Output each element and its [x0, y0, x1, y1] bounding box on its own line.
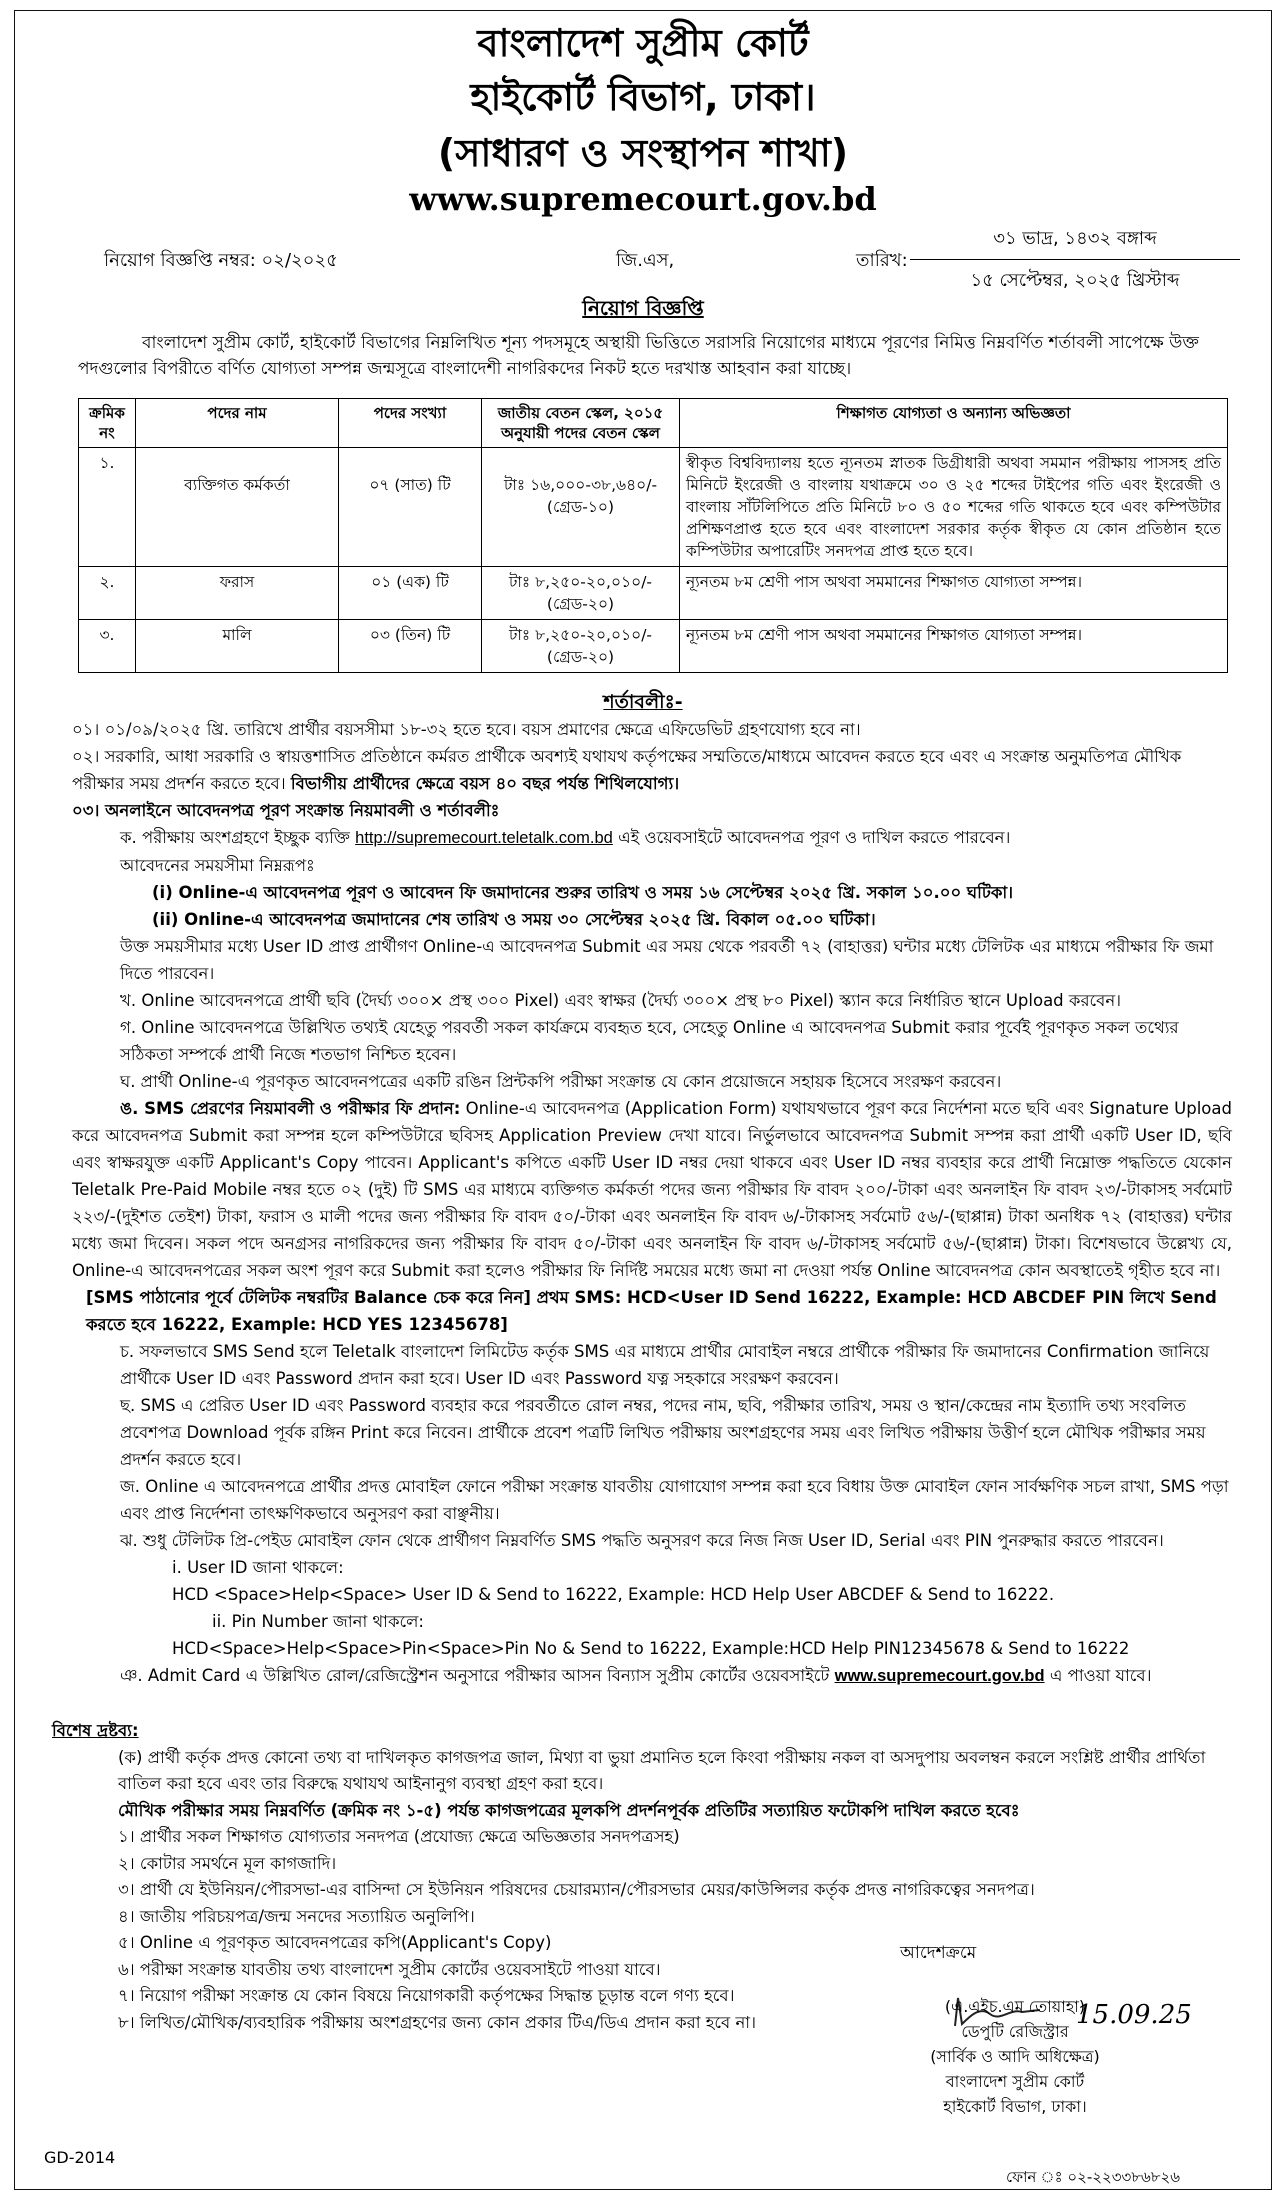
cell-qualification: ন্যূনতম ৮ম শ্রেণী পাস অথবা সমমানের শিক্ষাগত যোগ্যতা সম্পন্ন। — [680, 620, 1228, 673]
table-header-row — [79, 399, 1228, 448]
cell-qualification: ন্যূনতম ৮ম শ্রেণী পাস অথবা সমমানের শিক্ষাগত যোগ্যতা সম্পন্ন। — [680, 567, 1228, 620]
clause-uma — [72, 1095, 1232, 1284]
posts-table — [78, 398, 1228, 673]
cell-pay-scale — [482, 448, 680, 567]
cell-serial: ২. — [79, 567, 136, 620]
header-court-name: বাংলাদেশ সুপ্রীম কোর্ট — [477, 21, 809, 65]
signatory-court: বাংলাদেশ সুপ্রীম কোর্ট — [945, 2072, 1085, 2091]
table-row — [79, 620, 1228, 673]
cell-post-name: মালি — [136, 620, 339, 673]
clause-ga: গ. Online আবেদনপত্রে উল্লিখিত তথ্যই যেহেতু পরবর্তী সকল কার্যক্রমে ব্যবহৃত হবে, সেহেতু Online এ আবেদনপত্র Submit করার পূর্বেই পূরণকৃত সকল তথ্যের সঠিকতা সম্পর্কে প্রার্থী নিজে শতভাগ নিশ্চিত হবেন। — [120, 1018, 1179, 1064]
clause-ka-pre: ক. পরীক্ষায় অংশগ্রহণে ইচ্ছুক ব্যক্তি — [120, 828, 350, 847]
clause-uma-body: Online-এ আবেদনপত্র (Application Form) যথাযথভাবে পূরণ করে নির্দেশনা মতে ছবি এবং Signature Upload করে আবেদনপত্র Submit করা সম্পন্ন হলে কম্পিউটারে ছবিসহ Application Preview দেখা যাবে। নির্ভুলভাবে আবেদনপত্র Submit সম্পন্ন করা প্রার্থী একটি User ID, ছবি এবং স্বাক্ষরযুক্ত একটি Applicant's Copy পাবেন। Applicant's কপিতে একটি User ID নম্বর দেয়া থাকবে এবং User ID নম্বর ব্যবহার করে প্রার্থী নিম্নোক্ত পদ্ধতিতে যেকোন Teletalk Pre-Paid Mobile নম্বর হতে ০২ (দুই) টি SMS এর মাধ্যমে ব্যক্তিগত কর্মকর্তা পদের জন্য পরীক্ষার ফি বাবদ ২০০/-টাকা এবং অনলাইন ফি বাবদ ২৩/-টাকাসহ সর্বমোট ২২৩/-(দুইশত তেইশ) টাকা, ফরাস ও মালী পদের জন্য পরীক্ষার ফি বাবদ ৫০/-টাকা এবং অনলাইন ফি বাবদ ৬/-টাকাসহ সর্বমোট ৫৬/-(ছাপ্পান্ন) টাকা অনধিক ৭২ (বাহাত্তর) ঘন্টার মধ্যে জমা দিবেন। সকল পদে অনগ্রসর নাগরিকদের জন্য পরীক্ষার ফি বাবদ ৫০/-টাকা এবং অনলাইন ফি বাবদ ৬/-টাকাসহ সর্বমোট ৫৬/-(ছাপ্পান্ন) টাকা। — [72, 1099, 1232, 1253]
header-post-name: পদের নাম — [136, 399, 339, 448]
gs-label: জি.এস, — [616, 250, 675, 271]
clause-uma-heading: ঙ. SMS প্রেরণের নিয়মাবলী ও পরীক্ষার ফি প্রদান: — [120, 1099, 461, 1118]
header-serial: ক্রমিক নং — [79, 399, 136, 448]
clause-nya — [72, 1662, 1232, 1690]
header-division: হাইকোর্ট বিভাগ, ঢাকা। — [470, 75, 816, 119]
signatory-division: (সার্বিক ও আদি অধিক্ষেত্র) — [930, 2047, 1100, 2066]
clause-ka-post: এই ওয়েবসাইটে আবেদনপত্র পূরণ ও দাখিল করতে পারবেন। — [618, 828, 1011, 847]
clause-uma-note: বিশেষভাবে উল্লেখ্য যে, Online-এ আবেদনপত্রের সকল অংশ পূরণ করে Submit করা হলেও পরীক্ষার ফি নির্দিষ্ট সময়ের মধ্যে জমা না দেওয়া পর্যন্ত Online আবেদনপত্র কোন অবস্থাতেই গৃহীত হবে না। — [72, 1234, 1232, 1280]
deadline-title: আবেদনের সময়সীমা নিম্নরূপঃ — [120, 856, 315, 875]
sms-format-note: [SMS পাঠানোর পূর্বে টেলিটক নম্বরটির Balance চেক করে নিন] প্রথম SMS: HCD<User ID Send 16222, Example: HCD ABCDEF PIN লিখে Send করতে হবে 16222, Example: HCD YES 12345678] — [86, 1288, 1217, 1334]
pay-scale-amount: টাঃ ১৬,০০০-৩৮,৬৪০/- — [503, 476, 658, 494]
cell-post-count: ০৩ (তিন) টি — [339, 620, 482, 673]
cell-serial: ১. — [79, 448, 136, 567]
clause-nya-pre: ঞ. Admit Card এ উল্লিখিত রোল/রেজিস্ট্রেশন অনুসারে পরীক্ষার আসন বিন্যাস সুপ্রীম কোর্টের ওয়েবসাইটে — [120, 1666, 830, 1685]
pay-scale-grade: (গ্রেড-২০) — [546, 595, 615, 613]
list-item: ২। কোটার সমর্থনে মূল কাগজাদি। — [118, 1853, 337, 1873]
cell-post-count: ০১ (এক) টি — [339, 567, 482, 620]
cell-post-name: ফরাস — [136, 567, 339, 620]
pay-scale-grade: (গ্রেড-২০) — [546, 648, 615, 666]
cell-pay-scale — [482, 620, 680, 673]
notice-number: নিয়োগ বিজ্ঞপ্তি নম্বর: ০২/২০২৫ — [104, 250, 338, 271]
clause-cha: চ. সফলভাবে SMS Send হলে Teletalk বাংলাদেশ লিমিটেড কর্তৃক SMS এর মাধ্যমে প্রার্থীর মোবাইল নম্বরে প্রার্থীকে পরীক্ষার ফি জমাদানের Confirmation জানিয়ে প্রার্থীকে User ID এবং Password প্রদান করা হবে। User ID এবং Password যত্ন সহকারে সংরক্ষণ করবেন। — [120, 1342, 1210, 1388]
clause-chha: ছ. SMS এ প্রেরিত User ID এবং Password ব্যবহার করে পরবর্তীতে রোল নম্বর, পদের নাম, ছবি, পরীক্ষার তারিখ, সময় ও স্থান/কেন্দ্রের নাম ইত্যাদি তথ্য সংবলিত প্রবেশপত্র Download পূর্বক রঙ্গিন Print করে নিবেন। প্রার্থীকে প্রবেশ পত্রটি লিখিত পরীক্ষায় অংশগ্রহণের সময় এবং লিখিত পরীক্ষায় উত্তীর্ণ হলে মৌখিক পরীক্ষার সময় প্রদর্শন করতে হবে। — [120, 1396, 1206, 1469]
condition-02-text: ০২। সরকারি, আধা সরকারি ও স্বায়ত্তশাসিত প্রতিষ্ঠানে কর্মরত প্রার্থীকে অবশ্যই যথাযথ কর্তৃপক্ষের সম্মতিতে/মাধ্যমে আবেদন করতে হবে এবং এ সংক্রান্ত অনুমতিপত্র মৌখিক পরীক্ষার সময় প্রদর্শন করতে হবে। — [72, 747, 1182, 793]
condition-01: ০১। ০১/০৯/২০২৫ খ্রি. তারিখে প্রার্থীর বয়সসীমা ১৮-৩২ হতে হবে। বয়স প্রমাণের ক্ষেত্রে এফিডেভিট গ্রহণযোগ্য হবে না। — [72, 720, 861, 739]
header-post-count: পদের সংখ্যা — [339, 399, 482, 448]
condition-02 — [72, 743, 1232, 797]
deadline-end: (ii) Online-এ আবেদনপত্র জমাদানের শেষ তারিখ ও সময় ৩০ সেপ্টেম্বর ২০২৫ খ্রি. বিকাল ০৫.০০ ঘটিকা। — [152, 910, 876, 929]
pin-recovery-title: ii. Pin Number জানা থাকলে: — [212, 1612, 424, 1631]
date-label: তারিখ: — [856, 250, 908, 271]
header-pay-scale: জাতীয় বেতন স্কেল, ২০১৫ অনুযায়ী পদের বেতন স্কেল — [482, 399, 680, 448]
clause-gha: ঘ. প্রার্থী Online-এ পূরণকৃত আবেদনপত্রের একটি রঙিন প্রিন্টকপি পরীক্ষা সংক্রান্ত যে কোন প্রয়োজনে সহায়ক হিসেবে সংরক্ষণ করবেন। — [120, 1072, 1002, 1091]
cell-pay-scale — [482, 567, 680, 620]
deadline-start: (i) Online-এ আবেদনপত্র পূরণ ও আবেদন ফি জমাদানের শুরুর তারিখ ও সময় ১৬ সেপ্টেম্বর ২০২৫ খ্রি. সকাল ১০.০০ ঘটিকা। — [152, 883, 1014, 902]
pay-scale-amount: টাঃ ৮,২৫০-২০,০১০/- — [508, 573, 653, 591]
clause-kha: খ. Online আবেদনপত্রে প্রার্থী ছবি (দৈর্ঘ্য ৩০০× প্রস্থ ৩০০ Pixel) এবং স্বাক্ষর (দৈর্ঘ্য ৩০০× প্রস্থ ৮০ Pixel) স্ক্যান করে নির্ধারিত স্থানে Upload করবেন। — [120, 991, 1122, 1010]
table-row — [79, 567, 1228, 620]
signatory-designation: ডেপুটি রেজিস্ট্রার — [961, 2022, 1069, 2041]
list-item: ৮। লিখিত/মৌখিক/ব্যবহারিক পরীক্ষায় অংশগ্রহণের জন্য কোন প্রকার টিএ/ডিএ প্রদান করা হবে না। — [118, 2012, 756, 2032]
notice-title: নিয়োগ বিজ্ঞপ্তি — [582, 296, 704, 320]
signatory-name: (এ.এইচ.এম তোয়াহা) — [944, 1997, 1086, 2016]
pay-scale-amount: টাঃ ৮,২৫০-২০,০১০/- — [508, 626, 653, 644]
header-qualification: শিক্ষাগত যোগ্যতা ও অন্যান্য অভিজ্ঞতা — [680, 399, 1228, 448]
list-item: ৩। প্রার্থী যে ইউনিয়ন/পৌরসভা-এর বাসিন্দা সে ইউনিয়ন পরিষদের চেয়ারম্যান/পৌরসভার মেয়র/কাউন্সিলর কর্তৃক প্রদত্ত নাগরিকত্বের সনদপত্র। — [118, 1880, 1035, 1899]
condition-02-relax: বিভাগীয় প্রার্থীদের ক্ষেত্রে বয়স ৪০ বছর পর্যন্ত শিথিলযোগ্য। — [290, 774, 680, 793]
teletalk-link[interactable]: http://supremecourt.teletalk.com.bd — [355, 829, 613, 847]
list-item: ৫। Online এ পূরণকৃত আবেদনপত্রের কপি(Applicant's Copy) — [118, 1933, 552, 1952]
userid-recovery-title: i. User ID জানা থাকলে: — [172, 1558, 344, 1577]
clause-ja: জ. Online এ আবেদনপত্রে প্রার্থীর প্রদত্ত মোবাইল ফোনে পরীক্ষা সংক্রান্ত যাবতীয় যোগাযোগ সম্পন্ন করা হবে বিধায় উক্ত মোবাইল ফোন সার্বক্ষণিক সচল রাখা, SMS পড়া এবং প্রাপ্ত নির্দেশনা তাৎক্ষণিকভাবে অনুসরণ করা বাঞ্ছনীয়। — [120, 1477, 1229, 1523]
list-item: ৭। নিয়োগ পরীক্ষা সংক্রান্ত যে কোন বিষয়ে নিয়োগকারী কর্তৃপক্ষের সিদ্ধান্ত চূড়ান্ত বলে গণ্য হবে। — [118, 1986, 735, 2005]
clause-jha: ঝ. শুধু টেলিটক প্রি-পেইড মোবাইল ফোন থেকে প্রার্থীগণ নিম্নবর্ণিত SMS পদ্ধতি অনুসরণ করে নিজ নিজ User ID, Serial এবং PIN পুনরুদ্ধার করতে পারবেন। — [120, 1531, 1164, 1550]
header-branch: (সাধারণ ও সংস্থাপন শাখা) — [437, 131, 849, 175]
cell-qualification: স্বীকৃত বিশ্ববিদ্যালয় হতে ন্যূনতম স্নাতক ডিগ্রীধারী অথবা সমমান পরীক্ষায় পাসসহ প্রতি মিনিটে ইংরেজী ও বাংলায় যথাক্রমে ৩০ ও ২৫ শব্দের টাইপের গতি এবং ইংরেজী ও বাংলায় সাঁটলিপিতে প্রতি মিনিটে ৮০ ও ৫০ শব্দের গতি থাকতে হবে এবং কম্পিউটার প্রশিক্ষণপ্রাপ্ত হতে হবে এবং বাংলাদেশ সরকার কর্তৃক স্বীকৃত যে কোন প্রতিষ্ঠান হতে কম্পিউটার অপারেটিং সনদপত্র প্রাপ্ত হতে হবে। — [680, 448, 1228, 567]
signatory-block — [850, 1994, 1180, 2119]
clause-ka — [72, 824, 1232, 852]
pay-scale-grade: (গ্রেড-১০) — [546, 498, 615, 516]
cell-serial: ৩. — [79, 620, 136, 673]
supremecourt-link[interactable]: www.supremecourt.gov.bd — [834, 1667, 1045, 1685]
special-title: বিশেষ দ্রষ্টব্য: — [52, 1721, 139, 1740]
signature-date: 15.09.25 — [1076, 2000, 1192, 2030]
documents-title: মৌখিক পরীক্ষার সময় নিম্নবর্ণিত (ক্রমিক নং ১-৫) পর্যন্ত কাগজপত্রের মূলকপি প্রদর্শনপূর্বক প্রতিটির সত্যায়িত ফটোকপি দাখিল করতে হবেঃ — [118, 1800, 1020, 1820]
form-code: GD-2014 — [44, 2148, 116, 2167]
date-block — [910, 224, 1240, 297]
order-label: আদেশক্রমে — [900, 1943, 977, 1963]
table-row — [79, 448, 1228, 567]
special-ka: (ক) প্রার্থী কর্তৃক প্রদত্ত কোনো তথ্য বা দাখিলকৃত কাগজপত্র জাল, মিথ্যা বা ভুয়া প্রমানিত হলে কিংবা পরীক্ষায় নকল বা অসদুপায় অবলম্বন করলে সংশ্লিষ্ট প্রার্থীর প্রার্থিতা বাতিল করা হবে এবং তার বিরুদ্ধে যথাযথ আইনানুগ ব্যবস্থা গ্রহণ করা হবে। — [118, 1747, 1206, 1793]
list-item: ৪। জাতীয় পরিচয়পত্র/জন্ম সনদের সত্যায়িত অনুলিপি। — [118, 1906, 475, 1926]
list-item: ১। প্রার্থীর সকল শিক্ষাগত যোগ্যতার সনদপত্র (প্রযোজ্য ক্ষেত্রে অভিজ্ঞতার সনদপত্রসহ) — [118, 1827, 680, 1846]
userid-recovery-format: HCD <Space>Help<Space> User ID & Send to 16222, Example: HCD Help User ABCDEF & Send to 16222. — [172, 1585, 1055, 1604]
conditions-title: শর্তাবলীঃ- — [603, 691, 683, 713]
conditions-body — [72, 716, 1232, 1690]
cell-post-name: ব্যক্তিগত কর্মকর্তা — [136, 448, 339, 567]
date-english: ১৫ সেপ্টেম্বর, ২০২৫ খ্রিস্টাব্দ — [970, 270, 1180, 291]
fee-note: উক্ত সময়সীমার মধ্যে User ID প্রাপ্ত প্রার্থীগণ Online-এ আবেদনপত্র Submit এর সময় থেকে পরবর্তী ৭২ (বাহাত্তর) ঘন্টার মধ্যে টেলিটক এর মাধ্যমে পরীক্ষার ফি জমা দিতে পারবেন। — [120, 937, 1214, 983]
list-item: ৬। পরীক্ষা সংক্রান্ত যাবতীয় তথ্য বাংলাদেশ সুপ্রীম কোর্টের ওয়েবসাইটে পাওয়া যাবে। — [118, 1959, 661, 1979]
phone-number: ফোন ঃ ০২-২২৩৩৮৬৮২৬ — [1006, 2168, 1180, 2186]
intro-paragraph: বাংলাদেশ সুপ্রীম কোর্ট, হাইকোর্ট বিভাগের নিম্নলিখিত শূন্য পদসমূহে অস্থায়ী ভিত্তিতে সরাসরি নিয়োগের মাধ্যমে পূরণের নিমিত্ত নিম্নবর্ণিত শর্তাবলী সাপেক্ষে উক্ত পদগুলোর বিপরীতে বর্ণিত যোগ্যতা সম্পন্ন জন্মসূত্রে বাংলাদেশী নাগরিকদের নিকট হতে দরখাস্ত আহবান করা যাচ্ছে। — [78, 333, 1199, 379]
condition-03: ০৩। অনলাইনে আবেদনপত্র পূরণ সংক্রান্ত নিয়মাবলী ও শর্তাবলীঃ — [72, 801, 500, 820]
pin-recovery-format: HCD<Space>Help<Space>Pin<Space>Pin No & Send to 16222, Example:HCD Help PIN12345678 & Send to 16222 — [172, 1639, 1130, 1658]
cell-post-count: ০৭ (সাত) টি — [339, 448, 482, 567]
clause-nya-post: এ পাওয়া যাবে। — [1049, 1666, 1152, 1685]
date-bangla: ৩১ ভাদ্র, ১৪৩২ বঙ্গাব্দ — [910, 224, 1240, 260]
header-website[interactable]: www.supremecourt.gov.bd — [409, 180, 877, 218]
signatory-branch: হাইকোর্ট বিভাগ, ঢাকা। — [943, 2097, 1087, 2116]
